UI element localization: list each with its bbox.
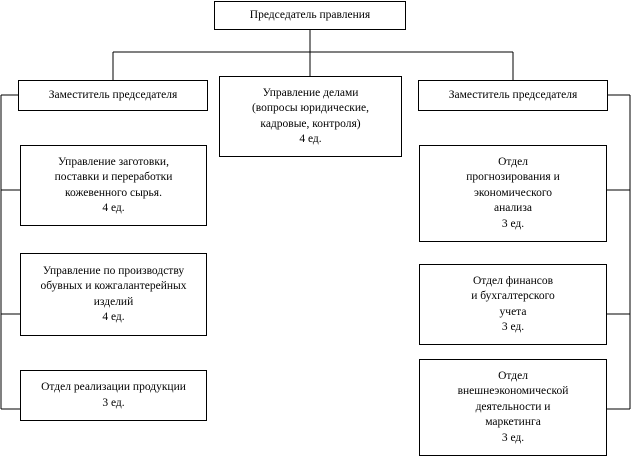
box-text-line: 3 ед.	[102, 396, 125, 409]
box-text-line: прогнозирования и	[466, 171, 560, 184]
box-text-line: Председатель правления	[249, 8, 371, 21]
affairs-department-box	[219, 76, 402, 157]
box-text-line: (вопросы юридические,	[251, 102, 370, 114]
box-text-line: Управление делами	[262, 86, 359, 99]
box-text-line: кадровые, контроля)	[260, 117, 361, 130]
box-text-line: Отдел финансов	[472, 274, 554, 287]
box-text-line: Отдел	[498, 155, 528, 168]
foreign-trade-department-box	[419, 359, 607, 456]
box-text-line: Управление по производству	[42, 264, 185, 277]
finance-department-box	[419, 264, 607, 345]
box-text-line: и бухгалтерского	[471, 290, 555, 302]
box-text-line: учета	[499, 305, 527, 318]
box-text-line: Управление заготовки,	[58, 155, 169, 168]
procurement-department-box	[20, 145, 207, 226]
box-text-line: 4 ед.	[299, 133, 322, 145]
box-text-line: деятельности и	[475, 400, 551, 413]
box-text-line: внешнеэкономической	[457, 385, 569, 398]
box-text-line: 4 ед.	[102, 202, 125, 214]
box-text-line: изделий	[93, 295, 134, 308]
box-text-line: Отдел реализации продукции	[41, 381, 186, 393]
box-text-line: обувных и кожгалантерейных	[40, 280, 187, 292]
box-text-line: 3 ед.	[501, 217, 525, 230]
forecasting-department-box	[419, 145, 607, 242]
deputy-chairman-left-box	[18, 80, 208, 111]
box-text-line: экономического	[473, 186, 553, 199]
box-text-line: 3 ед.	[501, 431, 525, 444]
box-text-line: Заместитель председателя	[48, 88, 178, 101]
box-text-line: анализа	[493, 202, 532, 215]
chairman-box	[214, 1, 406, 30]
box-text-line: 4 ед.	[102, 311, 125, 323]
sales-department-box	[20, 370, 207, 421]
box-text-line: 3 ед.	[501, 321, 525, 333]
box-text-line: кожевенного сырья.	[65, 186, 162, 199]
production-department-box	[20, 253, 207, 336]
box-text-line: Отдел	[498, 369, 528, 382]
box-text-line: маркетинга	[485, 416, 541, 429]
box-text-line: поставки и переработки	[54, 171, 173, 183]
deputy-chairman-right-box	[418, 80, 608, 111]
box-text-line: Заместитель председателя	[448, 88, 578, 101]
